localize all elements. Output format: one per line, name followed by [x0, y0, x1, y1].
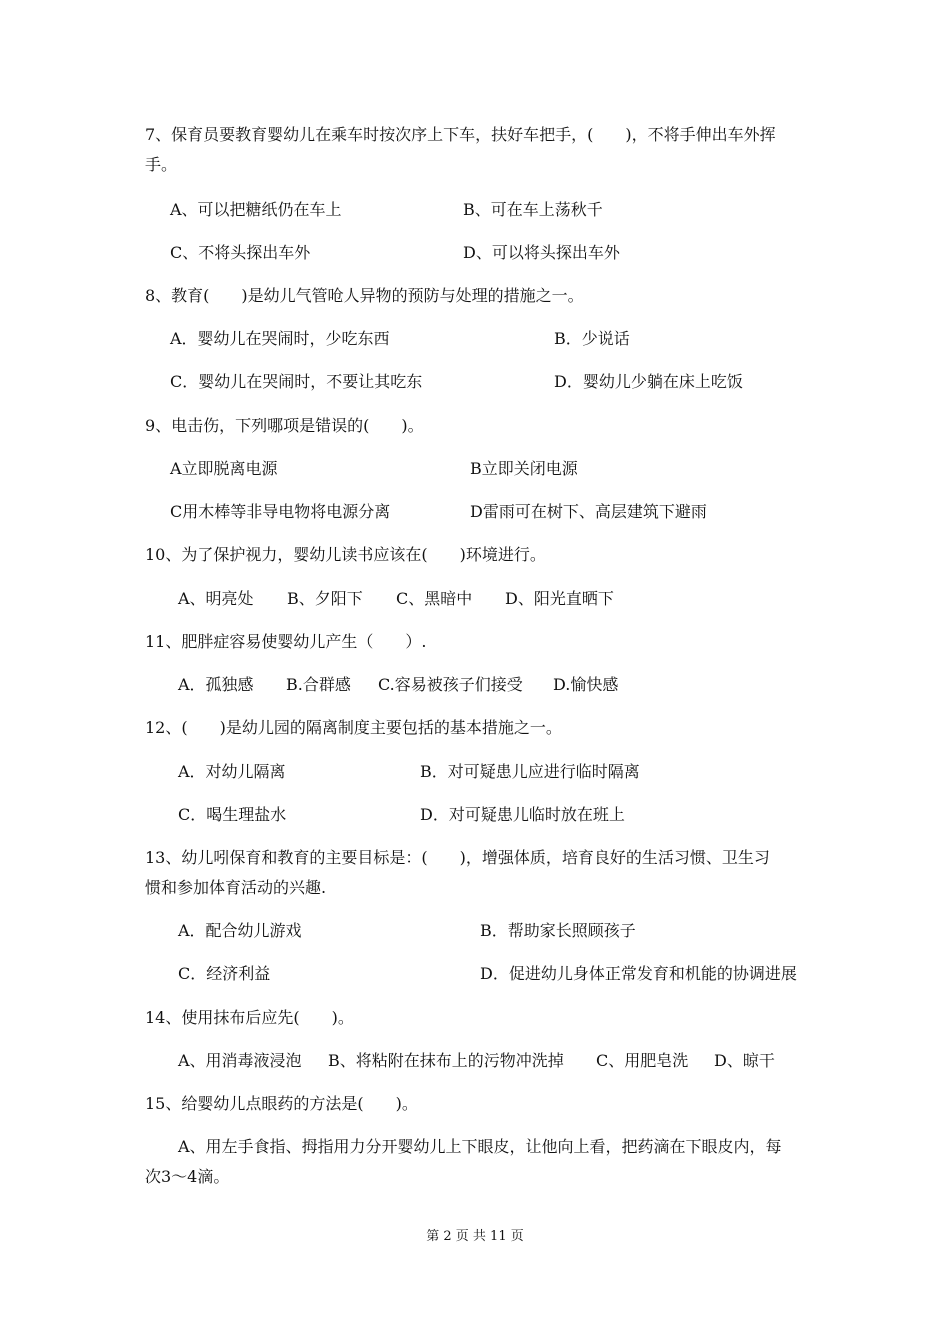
question-9-option-c: C用木棒等非导电物将电源分离 [170, 502, 391, 521]
question-8-option-d: D．婴幼儿少躺在床上吃饭 [554, 372, 743, 391]
question-15-option-a-line-2: 次3～4滴。 [145, 1167, 230, 1186]
question-8-option-a: A．婴幼儿在哭闹时，少吃东西 [170, 329, 390, 348]
question-14-option-a: A、用消毒液浸泡 [178, 1051, 302, 1070]
question-13-option-d: D．促进幼儿身体正常发育和机能的协调进展 [480, 964, 797, 983]
question-11-option-b: B.合群感 [286, 675, 351, 694]
question-13-option-c: C．经济利益 [178, 964, 271, 983]
question-7-option-b: B、可在车上荡秋千 [463, 200, 603, 219]
question-10-line-1: 10、为了保护视力，婴幼儿读书应该在( )环境进行。 [145, 545, 546, 564]
question-15-line-1: 15、给婴幼儿点眼药的方法是( )。 [145, 1094, 418, 1113]
question-12-line-1: 12、( )是幼儿园的隔离制度主要包括的基本措施之一。 [145, 718, 562, 737]
question-14-option-c: C、用肥皂洗 [596, 1051, 689, 1070]
question-10-option-b: B、夕阳下 [287, 589, 363, 608]
question-11-option-d: D.愉快感 [553, 675, 619, 694]
question-9-line-1: 9、电击伤，下列哪项是错误的( )。 [145, 416, 424, 435]
question-7-line-1: 7、保育员要教育婴幼儿在乘车时按次序上下车，扶好车把手，( )，不将手伸出车外挥 [145, 125, 776, 144]
question-11-line-1: 11、肥胖症容易使婴幼儿产生（ ）. [145, 632, 427, 651]
question-10-option-d: D、阳光直晒下 [505, 589, 614, 608]
question-13-line-1: 13、幼儿吲保育和教育的主要目标是：( )，增强体质，培育良好的生活习惯、卫生习 [145, 848, 770, 867]
question-10-option-c: C、黑暗中 [396, 589, 473, 608]
question-12-option-b: B．对可疑患儿应进行临时隔离 [420, 762, 640, 781]
question-11-option-c: C.容易被孩子们接受 [378, 675, 523, 694]
question-7-line-2: 手。 [145, 155, 178, 174]
question-9-option-b: B立即关闭电源 [470, 459, 578, 478]
question-12-option-a: A．对幼儿隔离 [178, 762, 286, 781]
question-12-option-d: D．对可疑患儿临时放在班上 [420, 805, 625, 824]
question-9-option-a: A立即脱离电源 [170, 459, 278, 478]
question-8-option-c: C．婴幼儿在哭闹时，不要让其吃东 [170, 372, 423, 391]
page-number-footer: 第 2 页 共 11 页 [426, 1229, 524, 1244]
question-11-option-a: A．孤独感 [178, 675, 254, 694]
question-13-option-a: A．配合幼儿游戏 [178, 921, 302, 940]
question-8-line-1: 8、教育( )是幼儿气管呛人异物的预防与处理的措施之一。 [145, 286, 584, 305]
question-13-option-b: B．帮助家长照顾孩子 [480, 921, 636, 940]
question-7-option-a: A、可以把糖纸仍在车上 [170, 200, 342, 219]
question-14-option-d: D、晾干 [714, 1051, 775, 1070]
question-13-line-2: 惯和参加体育活动的兴趣. [145, 878, 327, 897]
question-7-option-c: C、不将头探出车外 [170, 243, 311, 262]
question-9-option-d: D雷雨可在树下、高层建筑下避雨 [470, 502, 707, 521]
question-14-line-1: 14、使用抹布后应先( )。 [145, 1008, 354, 1027]
question-15-option-a-line-1: A、用左手食指、拇指用力分开婴幼儿上下眼皮，让他向上看，把药滴在下眼皮内，每 [178, 1137, 782, 1156]
question-8-option-b: B．少说话 [554, 329, 630, 348]
question-10-option-a: A、明亮处 [178, 589, 254, 608]
question-12-option-c: C．喝生理盐水 [178, 805, 287, 824]
question-7-option-d: D、可以将头探出车外 [463, 243, 620, 262]
question-14-option-b: B、将粘附在抹布上的污物冲洗掉 [328, 1051, 564, 1070]
